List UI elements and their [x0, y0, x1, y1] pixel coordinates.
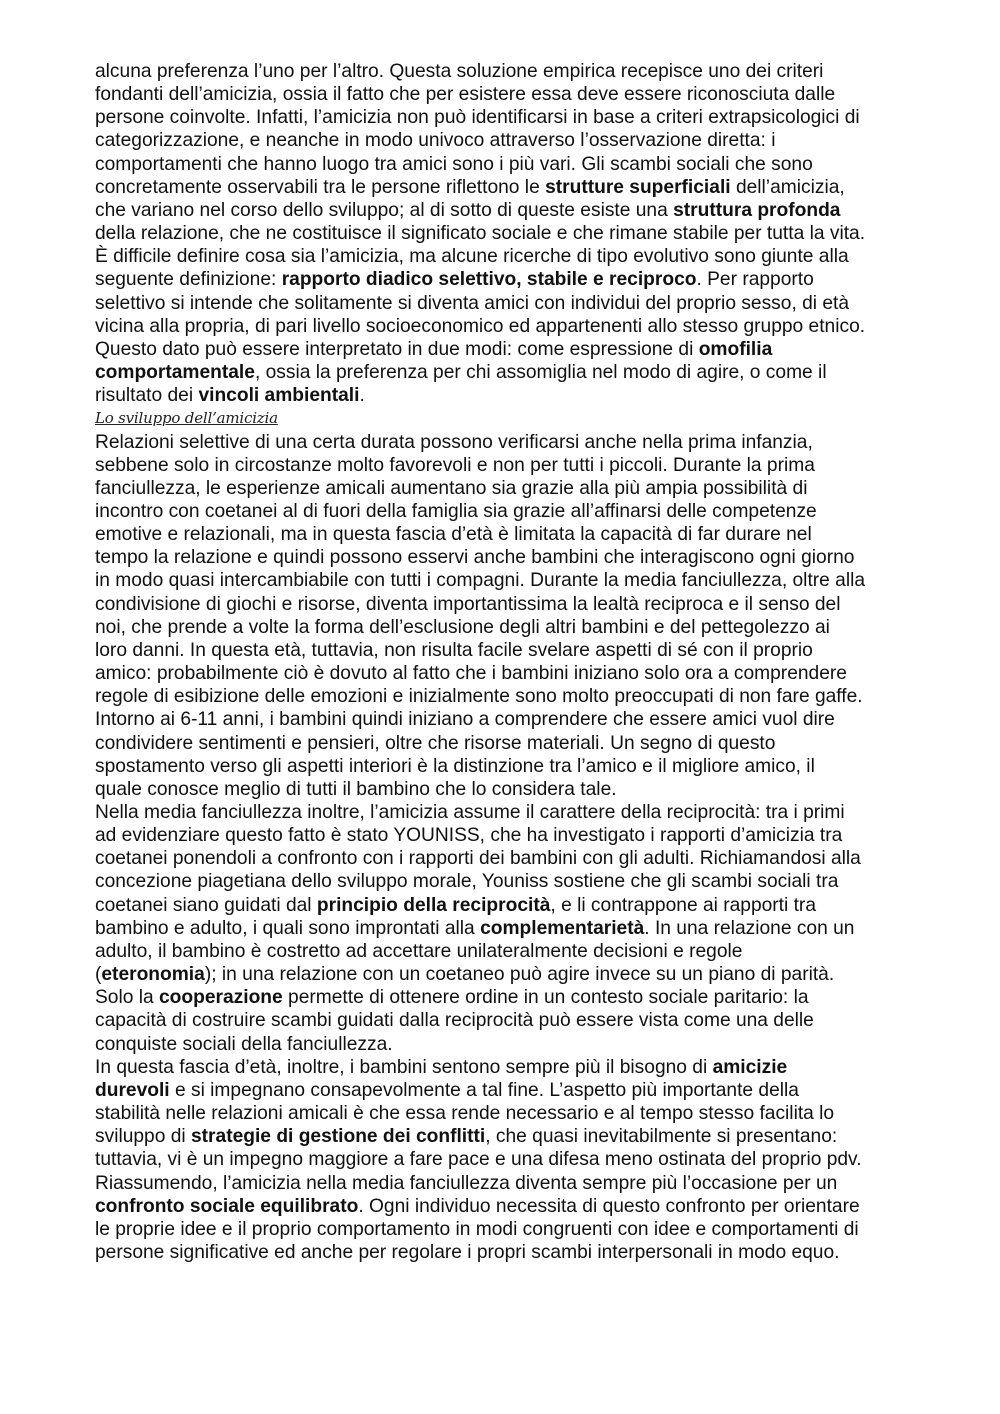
- bold-term: amicizie: [712, 1056, 788, 1078]
- text-run: tempo la relazione e quindi possono esservi anche bambini che interagiscono ogni giorno: [95, 547, 855, 569]
- document-body: [95, 60, 907, 1264]
- text-run: . In una relazione con un: [644, 917, 855, 939]
- text-run: della relazione, che ne costituisce il significato sociale e che rimane stabile per tutta la vita.: [95, 223, 866, 245]
- text-run: ad evidenziare questo fatto è stato YOUNISS, che ha investigato i rapporti d’amicizia tra: [95, 825, 843, 847]
- text-run: regole di esibizione delle emozioni e inizialmente sono molto preoccupati di non fare gaffe.: [95, 686, 863, 708]
- text-line: [95, 523, 907, 546]
- text-run: e si impegnano consapevolmente a tal fine. L’aspetto più importante della: [169, 1079, 799, 1101]
- text-run: capacità di costruire scambi guidati dalla reciprocità può essere vista come una delle: [95, 1010, 814, 1032]
- text-run: seguente definizione:: [95, 269, 282, 291]
- text-line: [95, 245, 907, 268]
- text-run: È difficile definire cosa sia l’amicizia, ma alcune ricerche di tipo evolutivo sono giunte alla: [95, 246, 849, 268]
- text-run: risultato dei: [95, 385, 199, 407]
- text-line: [95, 431, 907, 454]
- text-line: [95, 963, 907, 986]
- bold-term: rapporto diadico selettivo, stabile e reciproco: [281, 269, 697, 291]
- bold-term: strategie di gestione dei conflitti: [191, 1126, 486, 1148]
- text-line: [95, 569, 907, 592]
- text-run: .: [359, 385, 365, 407]
- text-run: amico: probabilmente ciò è dovuto al fatto che i bambini iniziano solo ora a comprendere: [95, 663, 847, 685]
- text-line: [95, 708, 907, 731]
- text-line: [95, 940, 907, 963]
- text-line: [95, 268, 907, 291]
- text-line: [95, 292, 907, 315]
- text-run: persone significative ed anche per regolare i propri scambi interpersonali in modo equo.: [95, 1241, 840, 1263]
- text-line: [95, 1241, 907, 1264]
- text-line: [95, 870, 907, 893]
- text-line: [95, 384, 907, 407]
- text-run: Questo dato può essere interpretato in due modi: come espressione di: [95, 338, 699, 360]
- text-line: [95, 801, 907, 824]
- text-line: [95, 1102, 907, 1125]
- text-run: concretamente osservabili tra le persone riflettono le: [95, 176, 546, 198]
- text-run: dell’amicizia,: [730, 176, 845, 198]
- text-line: [95, 593, 907, 616]
- text-run: in modo quasi intercambiabile con tutti i compagni. Durante la media fanciullezza, oltre alla: [95, 570, 866, 592]
- text-line: [95, 500, 907, 523]
- text-run: , che quasi inevitabilmente si presentano:: [485, 1126, 838, 1148]
- text-run: loro danni. In questa età, tuttavia, non risulta facile svelare aspetti di sé con il proprio: [95, 639, 813, 661]
- section-heading: Lo sviluppo dell’amicizia: [95, 409, 278, 428]
- text-run: spostamento verso gli aspetti interiori è la distinzione tra l’amico e il migliore amico, il: [95, 755, 815, 777]
- text-run: che variano nel corso dello sviluppo; al di sotto di queste esiste una: [95, 199, 674, 221]
- text-run: vicina alla propria, di pari livello socioeconomico ed appartenenti allo stesso gruppo etnico.: [95, 315, 866, 337]
- text-line: [95, 639, 907, 662]
- bold-term: confronto sociale equilibrato: [95, 1195, 359, 1217]
- text-line: [95, 1033, 907, 1056]
- text-run: incontro con coetanei al di fuori della famiglia sia grazie all’affinarsi delle competenze: [95, 500, 817, 522]
- text-line: [95, 546, 907, 569]
- text-line: [95, 477, 907, 500]
- text-run: coetanei ponendoli a confronto con i rapporti dei bambini con gli adulti. Richiamandosi alla: [95, 848, 861, 870]
- text-line: [95, 454, 907, 477]
- text-run: condividere sentimenti e pensieri, oltre che risorse materiali. Un segno di questo: [95, 732, 776, 754]
- bold-term: struttura profonda: [673, 199, 841, 221]
- text-run: permette di ottenere ordine in un contesto sociale paritario: la: [282, 987, 809, 1009]
- text-line: [95, 755, 907, 778]
- bold-term: strutture superficiali: [545, 176, 731, 198]
- text-run: Relazioni selettive di una certa durata possono verificarsi anche nella prima infanzia,: [95, 431, 813, 453]
- bold-term: principio della reciprocità: [316, 894, 551, 916]
- bold-term: durevoli: [95, 1079, 170, 1101]
- text-line: [95, 778, 907, 801]
- text-run: Intorno ai 6-11 anni, i bambini quindi iniziano a comprendere che essere amici vuol dire: [95, 709, 835, 731]
- text-line: [95, 616, 907, 639]
- text-line: [95, 1218, 907, 1241]
- text-line: [95, 894, 907, 917]
- intro-paragraph: [95, 60, 907, 407]
- text-line: [95, 1056, 907, 1079]
- text-run: conquiste sociali della fanciullezza.: [95, 1033, 393, 1055]
- text-run: In questa fascia d’età, inoltre, i bambini sentono sempre più il bisogno di: [95, 1056, 713, 1078]
- text-line: [95, 199, 907, 222]
- text-run: alcuna preferenza l’uno per l’altro. Questa soluzione empirica recepisce uno dei criteri: [95, 61, 824, 82]
- text-run: selettivo si intende che solitamente si diventa amici con individui del proprio sesso, di età: [95, 292, 850, 314]
- text-run: sebbene solo in circostanze molto favorevoli e non per tutti i piccoli. Durante la prima: [95, 454, 815, 476]
- text-run: , e li contrappone ai rapporti tra: [550, 894, 816, 916]
- text-run: bambino e adulto, i quali sono improntati alla: [95, 917, 481, 939]
- text-line: [95, 986, 907, 1009]
- text-line: [95, 222, 907, 245]
- text-line: [95, 129, 907, 152]
- text-run: ); in una relazione con un coetaneo può agire invece su un piano di parità.: [204, 964, 835, 986]
- bold-term: eteronomia: [101, 964, 205, 986]
- text-run: (: [95, 964, 102, 986]
- text-line: [95, 361, 907, 384]
- text-line: [95, 60, 907, 83]
- text-run: emotive e relazionali, ma in questa fascia d’età è limitata la capacità di far durare nel: [95, 524, 812, 546]
- text-line: [95, 176, 907, 199]
- text-line: [95, 1125, 907, 1148]
- text-run: Nella media fanciullezza inoltre, l’amicizia assume il carattere della reciprocità: tra i primi: [95, 802, 845, 823]
- text-line: [95, 662, 907, 685]
- text-line: [95, 315, 907, 338]
- text-line: [95, 153, 907, 176]
- text-line: [95, 1172, 907, 1195]
- text-run: persone coinvolte. Infatti, l’amicizia non può identificarsi in base a criteri extrapsicologici di: [95, 107, 860, 129]
- text-run: coetanei siano guidati dal: [95, 894, 317, 916]
- text-run: comportamenti che hanno luogo tra amici sono i più vari. Gli scambi sociali che sono: [95, 153, 813, 175]
- text-line: [95, 83, 907, 106]
- text-line: [95, 847, 907, 870]
- bold-term: vincoli ambientali: [198, 385, 360, 407]
- text-run: concezione piagetiana dello sviluppo morale, Youniss sostiene che gli scambi sociali tra: [95, 871, 839, 893]
- text-run: tuttavia, vi è un impegno maggiore a fare pace e una difesa meno ostinata del proprio pdv.: [95, 1149, 862, 1171]
- text-run: fondanti dell’amicizia, ossia il fatto che per esistere essa deve essere riconosciuta dalle: [95, 84, 836, 106]
- text-run: adulto, il bambino è costretto ad accettare unilateralmente decisioni e regole: [95, 940, 743, 962]
- text-run: Solo la: [95, 987, 159, 1009]
- text-line: [95, 1079, 907, 1102]
- bold-term: omofilia: [698, 338, 773, 360]
- text-line: [95, 917, 907, 940]
- text-line: [95, 1009, 907, 1032]
- text-run: stabilità nelle relazioni amicali è che essa rende necessario e al tempo stesso facilita lo: [95, 1103, 835, 1125]
- text-run: Riassumendo, l’amicizia nella media fanciullezza diventa sempre più l’occasione per un: [95, 1172, 838, 1194]
- text-line: [95, 1148, 907, 1171]
- text-run: le proprie idee e il proprio comportamento in modi congruenti con idee e comportamenti di: [95, 1218, 859, 1240]
- text-line: [95, 732, 907, 755]
- paragraph-durable-friendships: [95, 1056, 907, 1264]
- text-line: [95, 685, 907, 708]
- bold-term: comportamentale: [95, 362, 255, 384]
- text-line: [95, 1195, 907, 1218]
- text-run: , ossia la preferenza per chi assomiglia nel modo di agire, o come il: [254, 362, 827, 384]
- text-line: [95, 338, 907, 361]
- text-run: noi, che prende a volte la forma dell’esclusione degli altri bambini e del pettegolezzo ai: [95, 616, 830, 638]
- paragraph-early-childhood: [95, 431, 907, 802]
- bold-term: cooperazione: [159, 987, 283, 1009]
- text-run: fanciullezza, le esperienze amicali aumentano sia grazie alla più ampia possibilità di: [95, 477, 808, 499]
- bold-term: complementarietà: [480, 917, 645, 939]
- text-run: . Ogni individuo necessita di questo confronto per orientare: [358, 1195, 860, 1217]
- text-line: [95, 824, 907, 847]
- text-run: condivisione di giochi e risorse, diventa importantissima la lealtà reciproca e il senso del: [95, 593, 841, 615]
- text-line: [95, 106, 907, 129]
- text-run: categorizzazione, e neanche in modo univoco attraverso l’osservazione diretta: i: [95, 130, 776, 152]
- text-run: . Per rapporto: [696, 269, 814, 291]
- text-run: quale conosce meglio di tutti il bambino che lo considera tale.: [95, 778, 617, 800]
- paragraph-reciprocity: [95, 801, 907, 1056]
- text-run: sviluppo di: [95, 1126, 191, 1148]
